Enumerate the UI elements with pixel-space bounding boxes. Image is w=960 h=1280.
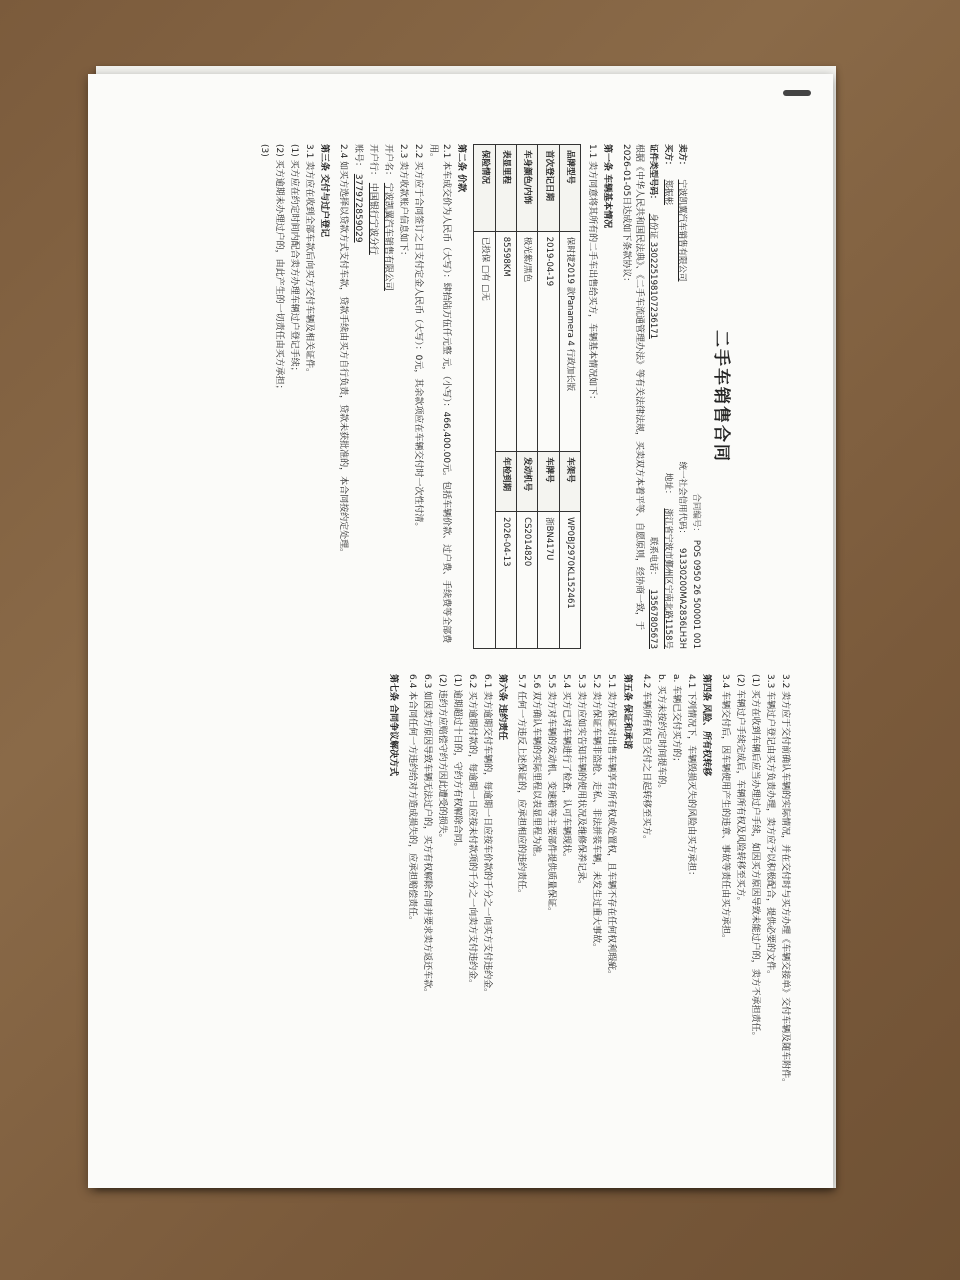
bank-row [366,144,379,649]
insurance-value: 已投保 □有 □无 [474,231,495,648]
clause-3-2: 3.2 卖方应于交付前确认车辆的实际情况，并在交付时与买方办理《车辆交接单》交付车辆及随车附件。 [780,674,790,1088]
clause-5-6: 5.6 双方确认车辆的实际里程以表显里程为准。 [531,674,542,863]
table-row [495,145,516,649]
buyer-id-row [647,144,659,649]
clause-4-1: 4.1 下列情况下，车辆毁损灭失的风险由买方承担： [685,674,696,881]
clause-6-4: 6.4 本合同任何一方违约给对方造成损失的，应承担赔偿责任。 [406,674,417,926]
section1-heading: 第一条 车辆基本情况 [602,144,613,229]
clause-5-5: 5.5 卖方对车辆的发动机、变速箱等主要部件提供质量保证。 [546,674,557,917]
section3-p2: (1) 买方应在约定时间内配合卖方办理车辆过户登记手续； [288,144,299,376]
left-column [88,144,833,649]
section3-p4: (3) [258,144,269,157]
buyer-phone: 13567805673 [648,589,659,649]
section2-p1: 2.1 本车成交价为人民币（大写）：肆拾陆万伍仟元整 元，（小写）：466,400.00元。包括车辆价款、过户费、手续费等全部费用。 [428,144,452,644]
vehicle-info-table [473,144,581,649]
section3-p1: 3.1 卖方应在收到全部车款后向买方交付车辆及相关证件。 [303,144,314,378]
table-cell: 年检到期 [495,452,516,512]
seller-label: 卖方： [677,144,688,170]
section1-intro: 1.1 卖方同意将其所有的二手车出售给买方，车辆基本情况如下： [586,144,597,405]
table-cell: 2019-04-19 [538,231,559,451]
clause-6-3: 6.3 如因卖方原因导致车辆无法过户的，买方有权解除合同并要求卖方返还车款。 [421,674,432,998]
seller-row [676,144,688,649]
section4-heading: 第四条 风险、所有权转移 [700,674,711,777]
table-cell: 车架号 [559,452,580,512]
table-cell: 车牌号 [538,452,559,512]
account-number: 377972859029 [353,173,364,243]
section5-heading: 第五条 保证和承诺 [621,674,632,750]
clause-6-2: 6.2 买方逾期付款的，每逾期一日应按未付款项的千分之一向卖方支付违约金。 [467,674,478,989]
table-cell: 85598KM [495,231,516,451]
insurance-label: 保险情况 [474,145,495,232]
clause-6-2-2: (2) 违约方应赔偿守约方因此遭受的损失。 [436,674,447,843]
payee-row [381,144,394,649]
table-cell: 表显里程 [495,145,516,232]
section3-p3: (2) 买方逾期未办理过户的，由此产生的一切责任由买方承担； [273,144,284,394]
clause-3-3-1: (1) 买方在收到车辆后应当办理过户手续，如因买方原因导致未能过户的，卖方不承担责任。 [749,674,760,1041]
table-cell: 2026-04-13 [495,512,516,649]
section2-p2: 2.2 买方应于合同签订之日支付定金人民币（大写）：0元，其余款项应在车辆交付时一次性付清。 [413,144,424,532]
buyer-name: 郑振彬 [662,179,673,206]
rotated-page-content [88,74,833,1188]
bank-name: 中国银行宁波分行 [368,182,379,255]
clause-4-2: 4.2 车辆所有权自交付之日起转移至买方。 [640,674,651,845]
contract-title: 二手车销售合同 [711,330,731,463]
table-cell: 车身颜色/内饰 [516,145,537,232]
seller-credit-label: 统一社会信用代码： [677,461,688,539]
bank-label: 开户行： [368,144,379,181]
clause-3-4: 3.4 车辆交付后，因车辆使用产生的违章、事故等责任由买方承担。 [719,674,730,944]
contract-number-row [690,144,702,649]
buyer-address-label: 地址： [662,472,673,499]
table-row [559,145,580,649]
right-column [88,674,833,1174]
payee-label: 开户名： [383,144,394,181]
buyer-label: 买方： [662,144,673,170]
clause-5-2: 5.2 卖方保证车辆非盗抢、走私、非法拼装车辆，未发生过重大事故。 [591,674,602,953]
table-row [538,145,559,649]
contract-paper [88,74,833,1188]
clause-4-1-b: b. 买方未按约定时间提车的。 [655,674,666,794]
account-label: 账号： [353,144,364,172]
buyer-phone-label: 联系电话： [648,536,659,580]
section2-heading: 第二条 价款 [456,144,467,193]
buyer-address: 浙江省宁波市鄞州区宁南北路1158号 [662,508,673,649]
clause-6-2-1: (1) 逾期超过十日的，守约方有权解除合同。 [452,674,463,852]
table-cell: WP0BJ2970KL152461 [559,512,580,649]
clause-5-4: 5.4 买方已对车辆进行了检查，认可车辆现状。 [561,674,572,863]
table-cell: 品牌型号 [559,145,580,232]
table-cell: 首次登记日期 [538,145,559,232]
table-cell: 发动机号 [516,452,537,512]
section2-p4: 2.4 如买方选择以贷款方式支付车款，贷款手续由买方自行负责，贷款未获批准的，本合同按约定处理。 [337,144,348,558]
seller-credit-code: 91330200MA2836LH3H [677,548,688,649]
table-row [474,145,495,649]
seller-name: 宁波凯翼汽车销售有限公司 [677,179,688,282]
contract-preamble: 根据《中华人民共和国民法典》、《二手车流通管理办法》等有关法律法规，买卖双方本着平等、自愿原则，经协商一致，于2026-01-05日达成如下条款协议： [621,144,645,631]
section2-p3: 2.3 卖方收款账户信息如下： [398,144,409,261]
buyer-id-label: 证件类型号码： [648,144,659,204]
table-cell: 极光紫/黑色 [516,231,537,451]
section6-heading: 第六条 违约责任 [497,674,508,741]
section7-heading: 第七条 合同争议解决方式 [387,674,398,777]
buyer-id: 身份证 330225198107236171 [648,213,659,340]
table-cell: 保时捷2019 款Panamera 4 行政加长版 [559,231,580,451]
buyer-row [661,144,673,649]
clause-5-7: 5.7 任何一方违反上述保证的，应承担相应的违约责任。 [516,674,527,899]
clause-4-1-a: a. 车辆已交付买方的； [670,674,681,767]
section3-heading: 第三条 交付与过户登记 [318,144,329,238]
clause-5-3: 5.3 卖方应如实告知车辆的使用状况及维修保养记录。 [576,674,587,890]
table-row [516,145,537,649]
contract-number: POS 0950 26 500001 001 [691,539,702,649]
account-row [351,144,364,649]
table-cell: CS2014820 [516,512,537,649]
table-cell: 浙BN417U [538,512,559,649]
clause-3-3: 3.3 车辆过户登记由买方负责办理，卖方应予以积极配合，提供必要的文件。 [764,674,775,980]
clause-6-1: 6.1 卖方逾期交付车辆的，每逾期一日应按车价款的千分之一向买方支付违约金。 [482,674,493,998]
payee-name: 宁波凯翼汽车销售有限公司 [383,182,394,291]
contract-number-label: 合同编号： [691,493,702,536]
clause-3-3-2: (2) 车辆过户手续完成后，车辆所有权及风险转移至买方。 [734,674,745,906]
clause-5-1: 5.1 卖方保证对出售车辆享有所有权或处置权，且车辆不存在任何权利瑕疵。 [606,674,617,980]
